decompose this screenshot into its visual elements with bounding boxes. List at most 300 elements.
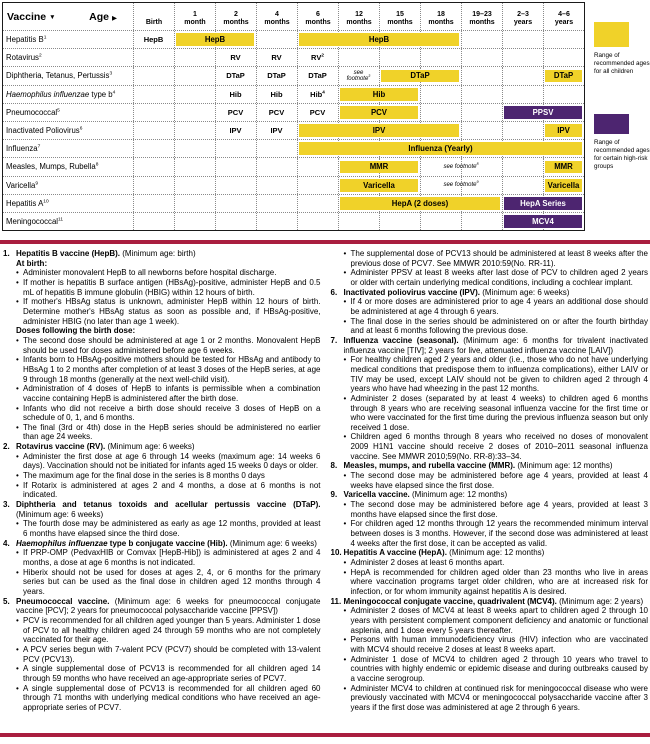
grid-cell — [420, 104, 461, 121]
footnote-body — [16, 500, 321, 539]
footnote-bullet-text: Administer the first dose at age 6 through 14 weeks (maximum age: 14 weeks 6 days). Vaccination should not be initiated for infants aged 15 weeks 0 days or older. — [23, 451, 321, 471]
vaccine-row-label: Meningococcal$^{11}$ — [6, 216, 64, 226]
bullet-icon: • — [343, 606, 347, 616]
vaccine-bar: MCV4 — [504, 215, 582, 228]
bullet-icon: • — [16, 471, 19, 481]
footnote-number: 11. — [330, 596, 342, 606]
legend-swatch-all-children — [594, 22, 629, 47]
footnote-body — [344, 548, 649, 596]
footnote-bullet-text: The maximum age for the final dose in the series is 8 months 0 days — [23, 471, 265, 481]
footnote-bullet — [344, 297, 649, 316]
footnote-bullet — [16, 645, 321, 664]
footnote-bullet-text: Administer MCV4 to children at continued risk for meningococcal disease who were previously vaccinated with MCV4 or meningococcal polysaccharide vaccine after 3 years if the first dose was administered at age 2 through 6 years. — [350, 683, 648, 712]
vaccine-row — [3, 66, 584, 84]
bullet-icon: • — [343, 519, 347, 529]
footnote-number: 8. — [330, 461, 338, 471]
bullet-icon: • — [343, 316, 347, 326]
bullet-icon: • — [16, 451, 19, 461]
vaccine-bar: PPSV — [504, 106, 582, 119]
divider-rule-top — [0, 240, 650, 244]
footnote — [331, 490, 649, 548]
age-column-unit: months — [346, 19, 372, 26]
footnote-bullet-text: Children aged 6 months through 8 years who received no doses of monovalent 2009 H1N1 vaccine should receive 2 doses of 2010–2011 seasonal influenza vaccine. See MMWR 2010;59(No. RR-8):33–34. — [350, 432, 648, 461]
footnote-title: Measles, mumps, and rubella vaccine (MMR). (Minimum age: 12 months) — [343, 461, 613, 471]
grid-cell — [256, 158, 297, 175]
footnote — [331, 336, 649, 462]
legend — [592, 0, 650, 235]
vaccine-row — [3, 194, 584, 212]
vaccine-bar: Varicella — [340, 179, 418, 192]
grid-cell — [133, 122, 174, 139]
footnote-subheading: At birth: — [16, 258, 48, 268]
grid-cell — [215, 195, 256, 212]
footnote-bullet — [344, 471, 649, 490]
footnotes-left-column — [3, 249, 321, 713]
grid-cell — [461, 86, 502, 103]
grid-cell — [256, 177, 297, 194]
bullet-icon: • — [16, 422, 19, 432]
footnote-number: 5. — [3, 596, 10, 606]
grid-cell — [174, 195, 215, 212]
vaccine-header — [7, 11, 56, 23]
footnote-bullet — [16, 616, 321, 645]
age-column-number: 1 — [193, 11, 197, 18]
footnote — [331, 597, 649, 713]
grid-cell — [420, 86, 461, 103]
vaccine-bar: DTaP — [381, 70, 459, 83]
bullet-icon: • — [16, 567, 19, 577]
grid-cell — [502, 177, 543, 194]
grid-cell — [461, 122, 502, 139]
see-footnote-note: see footnote$^9$ — [443, 179, 479, 188]
grid-cell — [174, 213, 215, 230]
footnote-bullet — [16, 423, 321, 442]
grid-cell — [215, 140, 256, 157]
vaccine-dose-text: IPV — [270, 126, 283, 136]
footnote-body — [16, 442, 321, 500]
bullet-icon: • — [343, 268, 347, 278]
vaccine-row — [3, 30, 584, 48]
grid-cell — [256, 140, 297, 157]
vaccine-dose-text: PCV — [268, 107, 285, 117]
footnote-bullet-text: Administer PPSV at least 8 weeks after last dose of PCV to children aged 2 years or older with certain underlying medical conditions, including a cochlear implant. — [350, 268, 648, 287]
grid-cell — [461, 49, 502, 66]
grid-cell — [502, 158, 543, 175]
age-column-unit: years — [513, 19, 533, 26]
vaccine-row — [3, 103, 584, 121]
footnote-bullet — [344, 432, 649, 461]
footnote-body — [344, 249, 649, 288]
vaccine-row-label: Hepatitis $B^1$ — [6, 35, 47, 45]
footnote-bullet-text: The second dose may be administered before age 4 years, provided at least 3 months have elapsed since the first dose. — [350, 500, 648, 519]
vaccine-bar: HepA Series — [504, 197, 582, 210]
bullet-icon: • — [343, 355, 347, 365]
bullet-icon: • — [16, 384, 19, 394]
bullet-icon: • — [343, 683, 347, 693]
grid-cell — [133, 213, 174, 230]
grid-cell — [215, 213, 256, 230]
age-column-header — [461, 3, 502, 30]
bullet-icon: • — [343, 297, 347, 307]
footnote-bullet — [344, 500, 649, 519]
bullet-icon: • — [16, 615, 19, 625]
grid-cell — [502, 67, 543, 84]
grid-cell — [297, 213, 338, 230]
grid-cell — [379, 213, 420, 230]
footnote-bullet-text: Administer monovalent HepB to all newborns before hospital discharge. — [23, 268, 277, 278]
vaccine-bar: HepB — [299, 33, 459, 46]
footnote-bullet-text: Infants who did not receive a birth dose should receive 3 doses of HepB on a schedule of 0, 1, and 6 months. — [23, 403, 321, 423]
footnote-body — [16, 539, 321, 597]
grid-cell — [174, 122, 215, 139]
grid-cell — [256, 31, 297, 48]
age-column-number: 2–3 — [517, 11, 529, 18]
footnote-body — [344, 597, 649, 713]
footnote-number — [331, 249, 344, 288]
footnote-bullet — [16, 336, 321, 355]
grid-cell — [174, 177, 215, 194]
age-column-unit: months — [428, 19, 454, 26]
footnote-body — [16, 249, 321, 442]
age-column-number: 12 — [355, 11, 363, 18]
bullet-icon: • — [16, 297, 19, 307]
footnote-bullet-text: The second dose may be administered before age 4 years, provided at least 4 weeks have elapsed since the first dose. — [350, 471, 648, 490]
grid-cell — [256, 213, 297, 230]
age-column-unit: years — [554, 19, 574, 26]
age-column-number: 15 — [396, 11, 404, 18]
footnote-bullet — [344, 606, 649, 635]
vaccine-row-label: Inactivated Poliovirus$^6$ — [6, 126, 83, 136]
footnote — [3, 500, 321, 539]
footnote-bullet-text: The supplemental dose of PCV13 should be administered at least 8 weeks after the previous dose of PCV7. See MMWR 2010:59(No. RR-11). — [350, 249, 648, 268]
vaccine-bar: HepA (2 doses) — [340, 197, 500, 210]
age-column-unit: months — [264, 19, 290, 26]
vaccine-dose-text: PCV — [227, 107, 244, 117]
vaccine-dose-text: DTaP — [267, 71, 286, 81]
grid-cell — [133, 104, 174, 121]
footnote-bullet-text: A single supplemental dose of PCV13 is recommended for all children aged 14 through 59 months who have received an age-appropriate series of PCV7. — [23, 664, 321, 683]
grid-cell — [133, 140, 174, 157]
footnote — [331, 288, 649, 336]
footnote-number: 3. — [3, 500, 10, 510]
vaccine-dose-text: RV — [230, 53, 241, 63]
footnote-bullet-text: If PRP-OMP (PedvaxHIB or Comvax [HepB-Hib]) is administered at ages 2 and 4 months, a dose at age 6 months is not indicated. — [23, 548, 321, 567]
footnote-bullet-text: Administration of 4 doses of HepB to infants is permissible when a combination vaccine containing HepB is administered after the birth dose. — [23, 384, 321, 403]
schedule-body — [3, 30, 584, 230]
grid-cell — [502, 31, 543, 48]
footnote-number: 9. — [330, 490, 338, 500]
footnote-title: Pneumococcal vaccine. (Minimum age: 6 weeks for pneumococcal conjugate vaccine [PCV]; 2 years for pneumococcal polysaccharide vaccine [PPSV]) — [16, 596, 321, 616]
see-footnote-note: see footnote$^8$ — [443, 161, 479, 170]
vaccine-row-label: Influenza$^7$ — [6, 144, 41, 154]
grid-cell — [338, 213, 379, 230]
grid-cell — [502, 86, 543, 103]
vaccine-bar: Influenza (Yearly) — [299, 142, 582, 155]
footnote-bullet — [344, 268, 649, 287]
footnote-bullet-text: For children aged 12 months through 12 years the recommended minimum interval between doses is 3 months. However, if the second dose was administered at least 4 weeks after the first dose, it can be accepted as valid. — [350, 519, 648, 548]
age-column-number: 19–23 — [472, 11, 492, 18]
grid-cell — [174, 140, 215, 157]
footnote-title: Haemophilus influenzae type b conjugate vaccine (Hib). (Minimum age: 6 weeks) — [16, 538, 317, 548]
footnote-body — [344, 288, 649, 336]
footnote-title: Varicella vaccine. (Minimum age: 12 months) — [343, 490, 508, 500]
footnote-body — [344, 490, 649, 548]
age-column-header — [543, 3, 584, 30]
footnote-title: Hepatitis B vaccine (HepB). (Minimum age: birth) — [16, 249, 196, 258]
footnote-bullet-text: Administer 1 dose of MCV4 to children aged 2 through 10 years who travel to countries with highly endemic or epidemic disease and during outbreaks caused by a vaccine serogroup. — [350, 654, 648, 683]
vaccine-row-label: Diphtheria, Tetanus, Pertussis$^3$ — [6, 71, 113, 81]
vaccine-dose-text: HepB — [143, 35, 164, 45]
footnote-bullet — [344, 635, 649, 654]
bullet-icon: • — [343, 558, 347, 567]
footnote-number: 10. — [330, 548, 342, 558]
vaccine-row — [3, 139, 584, 157]
grid-cell — [502, 49, 543, 66]
table-corner-header — [3, 3, 133, 30]
grid-cell — [174, 158, 215, 175]
footnote-bullet — [16, 404, 321, 423]
grid-cell — [215, 177, 256, 194]
grid-cell — [461, 213, 502, 230]
divider-rule-bottom — [0, 733, 650, 737]
vaccine-bar: Varicella — [545, 179, 582, 192]
footnote-bullet — [16, 471, 321, 481]
footnote-bullet — [16, 684, 321, 713]
bullet-icon: • — [16, 277, 19, 287]
grid-cell — [215, 158, 256, 175]
vaccine-row — [3, 121, 584, 139]
grid-cell — [543, 31, 584, 48]
footnote-bullet — [344, 655, 649, 684]
bullet-icon: • — [343, 500, 347, 510]
age-header — [89, 11, 117, 23]
age-column-unit: months — [223, 19, 249, 26]
bullet-icon: • — [16, 403, 19, 413]
footnotes-section — [3, 249, 648, 713]
bullet-icon: • — [16, 683, 19, 693]
footnote-bullet — [16, 481, 321, 500]
footnote-bullet-text: If 4 or more doses are administered prior to age 4 years an additional dose should be administered at age 4 through 6 years. — [350, 297, 648, 316]
grid-cell — [174, 86, 215, 103]
vaccine-bar: MMR — [545, 161, 582, 174]
legend-label-all-children: Range of recommended ages for all children — [594, 52, 650, 75]
bullet-icon: • — [16, 335, 19, 345]
footnote-body — [16, 597, 321, 713]
grid-cell — [543, 49, 584, 66]
age-column-header — [174, 3, 215, 30]
vaccine-row — [3, 212, 584, 230]
footnote-bullet — [344, 568, 649, 597]
grid-cell — [133, 195, 174, 212]
bullet-icon: • — [343, 635, 347, 645]
footnote-bullet-text: A PCV series begun with 7-valent PCV (PCV7) should be completed with 13-valent PCV (PCV13). — [23, 644, 321, 664]
footnote-bullet-text: If Rotarix is administered at ages 2 and 4 months, a dose at 6 months is not indicated. — [23, 480, 321, 500]
age-column-header — [379, 3, 420, 30]
bullet-icon: • — [16, 355, 19, 365]
age-column-header — [502, 3, 543, 30]
bullet-icon: • — [16, 664, 19, 674]
footnote-bullet — [16, 519, 321, 538]
vaccine-bar: DTaP — [545, 70, 582, 83]
footnote-bullet — [16, 355, 321, 384]
legend-label-high-risk: Range of recommended ages for certain high-risk groups — [594, 139, 650, 170]
grid-cell — [133, 67, 174, 84]
vaccine-row — [3, 176, 584, 194]
footnote-bullet-text: HepA is recommended for children aged older than 23 months who live in areas where vaccination programs target older children, who are at increased risk for infection, or for whom immunity against hepatitis A is desired. — [350, 567, 648, 596]
vaccine-bar: IPV — [545, 124, 582, 137]
bullet-icon: • — [16, 519, 19, 529]
footnote-bullet-text: Infants born to HBsAg-positive mothers should be tested for HBsAg and antibody to HBsAg 1 to 2 months after completion of at least 3 doses of the HepB series, at age 9 through 18 months (generally at the next well-child visit). — [23, 355, 321, 384]
grid-cell — [297, 177, 338, 194]
vaccine-header-label: Vaccine — [7, 10, 47, 23]
footnote — [3, 597, 321, 713]
grid-cell — [420, 49, 461, 66]
bullet-icon: • — [16, 644, 19, 654]
triangle-down-icon: ▼ — [49, 14, 56, 21]
footnote — [331, 548, 649, 596]
age-header-label: Age — [89, 10, 109, 23]
age-column-number: 4–6 — [558, 11, 570, 18]
footnote-bullet — [344, 519, 649, 548]
footnote-bullet — [16, 664, 321, 683]
bullet-icon: • — [343, 249, 347, 258]
footnote-bullet-text: PCV is recommended for all children aged younger than 5 years. Administer 1 dose of PCV to all healthy children aged 24 through 59 months who are not completely vaccinated for their age. — [23, 615, 321, 645]
vaccine-dose-text: Hib$^4$ — [310, 89, 325, 99]
age-column-header — [297, 3, 338, 30]
age-column-unit: months — [387, 19, 413, 26]
vaccine-row — [3, 48, 584, 66]
footnote-title: Diphtheria and tetanus toxoids and acellular pertussis vaccine (DTaP). (Minimum age: 6 weeks) — [16, 500, 321, 519]
grid-cell — [174, 67, 215, 84]
grid-cell — [379, 49, 420, 66]
vaccine-dose-text: IPV — [229, 126, 242, 136]
footnote-bullet — [344, 394, 649, 433]
footnote-body — [344, 461, 649, 490]
vaccine-dose-text: Hib — [229, 89, 242, 99]
grid-cell — [461, 67, 502, 84]
age-column-unit: months — [305, 19, 331, 26]
footnote-bullet — [16, 548, 321, 567]
bullet-icon: • — [343, 567, 347, 577]
footnote-bullet — [344, 317, 649, 336]
footnote-bullet-text: The final dose in the series should be administered on or after the fourth birthday and at least 6 months following the previous dose. — [350, 316, 648, 336]
bullet-icon: • — [16, 480, 19, 490]
footnote-number: 2. — [3, 442, 10, 452]
grid-cell — [256, 195, 297, 212]
vaccine-row — [3, 157, 584, 175]
bullet-icon: • — [16, 548, 19, 558]
grid-cell — [133, 177, 174, 194]
vaccine-row-label: Measles, Mumps, Rubella$^8$ — [6, 162, 99, 172]
footnote-title: Influenza vaccine (seasonal). (Minimum age: 6 months for trivalent inactivated influenza vaccine [TIV]; 2 years for live, attenuated influenza vaccine [LAIV]) — [343, 335, 649, 355]
age-column-header — [420, 3, 461, 30]
vaccine-row — [3, 85, 584, 103]
footnote-bullet — [16, 297, 321, 326]
footnote-body — [344, 336, 649, 462]
footnote-number: 7. — [330, 335, 338, 345]
grid-cell — [133, 158, 174, 175]
age-column-header — [256, 3, 297, 30]
legend-swatch-high-risk — [594, 114, 629, 134]
vaccine-dose-text: DTaP — [226, 71, 245, 81]
triangle-right-icon: ▶ — [112, 14, 117, 22]
bullet-icon: • — [343, 471, 347, 481]
footnote-bullet-text: If mother is hepatitis B surface antigen (HBsAg)-positive, administer HepB and 0.5 mL of hepatitis B immune globulin (HBIG) within 12 hours of birth. — [23, 277, 321, 297]
vaccine-row-label: Varicella$^9$ — [6, 180, 39, 190]
footnote-bullet — [16, 452, 321, 471]
grid-cell — [338, 49, 379, 66]
vaccine-dose-text: DTaP — [308, 71, 327, 81]
age-column-number: 18 — [437, 11, 445, 18]
footnote-bullet — [344, 355, 649, 394]
vaccine-row-label: Pneumococcal$^5$ — [6, 107, 60, 117]
footnote-bullet-text: Administer 2 doses of MCV4 at least 8 weeks apart to children aged 2 through 10 years with persistent complement component deficiency and anatomic or functional asplenia, and 1 dose every 5 years thereafter. — [350, 606, 648, 635]
footnote-bullet-text: The second dose should be administered at age 1 or 2 months. Monovalent HepB should be used for doses administered before age 6 weeks. — [23, 335, 321, 355]
footnotes-right-column — [331, 249, 649, 713]
grid-cell — [502, 122, 543, 139]
footnote-bullet-text: Administer 2 doses at least 6 months apart. — [350, 558, 505, 567]
bullet-icon: • — [343, 393, 347, 403]
bullet-icon: • — [343, 432, 347, 442]
grid-cell — [297, 158, 338, 175]
footnote — [331, 249, 649, 288]
vaccine-row-label: Hepatitis $A^{10}$ — [6, 198, 49, 208]
bullet-icon: • — [343, 654, 347, 664]
vaccine-schedule-table — [2, 2, 585, 231]
age-column-unit: month — [184, 19, 206, 26]
grid-cell — [420, 213, 461, 230]
footnote-title: Rotavirus vaccine (RV). (Minimum age: 6 weeks) — [16, 442, 195, 452]
footnote-bullet-text: The final (3rd or 4th) dose in the HepB series should be administered no earlier than age 24 weeks. — [23, 422, 321, 442]
footnote-bullet-text: If mother's HBsAg status is unknown, administer HepB within 12 hours of birth. Determine mother's HBsAg status as soon as possible and, if HBsAg-positive, administer HBIG (no later than age 1 week). — [23, 297, 321, 326]
footnote-bullet — [344, 684, 649, 713]
age-column-header — [133, 3, 174, 30]
age-column-unit: Birth — [145, 19, 163, 26]
footnote — [3, 442, 321, 500]
footnote — [331, 461, 649, 490]
footnote-bullet — [16, 278, 321, 297]
age-column-number: 4 — [275, 11, 279, 18]
footnote-bullet-text: The fourth dose may be administered as early as age 12 months, provided at least 6 months have elapsed since the third dose. — [23, 519, 321, 539]
vaccine-dose-text: Hib — [270, 89, 283, 99]
footnote-bullet-text: Persons with human immunodeficiency virus (HIV) infection who are vaccinated with MCV4 should receive 2 doses at least 8 weeks apart. — [350, 635, 648, 654]
footnote-title: Inactivated poliovirus vaccine (IPV). (Minimum age: 6 weeks) — [343, 287, 570, 297]
grid-cell — [461, 31, 502, 48]
footnote-bullet-text: A single supplemental dose of PCV13 is recommended for all children aged 60 through 71 months with underlying medical conditions who have received an age-appropriate series of PCV7. — [23, 683, 321, 712]
vaccine-dose-text: PCV — [309, 107, 326, 117]
vaccine-bar: HepB — [176, 33, 254, 46]
footnote-bullet-text: Hiberix should not be used for doses at ages 2, 4, or 6 months for the primary series but can be used as the final dose in children aged 12 months through 4 years. — [23, 567, 321, 596]
age-column-header — [215, 3, 256, 30]
age-column-number: 2 — [234, 11, 238, 18]
footnote-bullet-text: Administer 2 doses (separated by at least 4 weeks) to children aged 6 months through 8 years who are receiving seasonal influenza vaccine for the first time or who were vaccinated for the first time during the previous influenza season but only received 1 dose. — [350, 393, 648, 432]
footnote-subheading: Doses following the birth dose: — [16, 326, 136, 336]
age-column-number: 6 — [316, 11, 320, 18]
age-column-header — [338, 3, 379, 30]
footnote-number: 1. — [3, 249, 10, 258]
grid-cell — [174, 49, 215, 66]
vaccine-bar: IPV — [299, 124, 459, 137]
grid-cell — [461, 104, 502, 121]
vaccine-dose-text: $RV^2$ — [311, 52, 324, 63]
schedule-header-row — [3, 3, 584, 30]
footnote-title: Hepatitis A vaccine (HepA). (Minimum age: 12 months) — [343, 548, 545, 558]
footnote-bullet — [344, 558, 649, 568]
vaccine-dose-text: RV — [271, 53, 282, 63]
footnote-bullet — [16, 268, 321, 278]
grid-cell — [297, 195, 338, 212]
vaccine-bar: Hib — [340, 88, 418, 101]
